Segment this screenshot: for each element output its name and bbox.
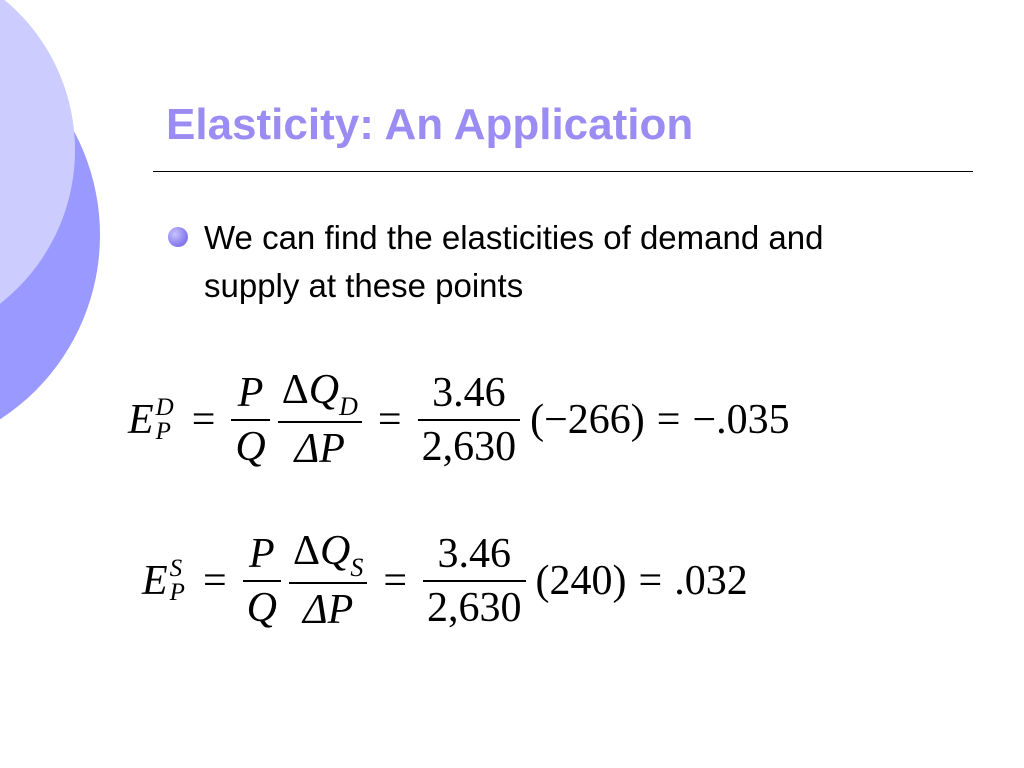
superscript-s: S xyxy=(169,554,183,582)
bullet-text: We can find the elasticities of demand and supply at these points xyxy=(204,219,824,304)
equals-sign: = xyxy=(191,396,216,443)
elasticity-symbol: E xyxy=(128,396,154,443)
subscript-p: P xyxy=(155,417,171,445)
fraction-numerator: 3.46 xyxy=(437,530,512,577)
slide-title: Elasticity: An Application xyxy=(166,100,694,149)
fraction-numerator xyxy=(278,364,362,421)
multiplier: (−266) xyxy=(530,396,645,443)
elasticity-scripts xyxy=(169,554,185,606)
result-value: −.035 xyxy=(692,396,790,443)
subscript-p: P xyxy=(169,578,185,606)
elasticity-scripts xyxy=(155,393,174,445)
fraction-numeric xyxy=(423,528,526,634)
fraction-denominator: ΔP xyxy=(302,587,354,633)
fraction-denominator: 2,630 xyxy=(421,423,517,470)
fraction-denominator: Q xyxy=(235,423,266,470)
quantity-subscript: S xyxy=(350,553,364,582)
fraction-numerator: P xyxy=(248,530,275,577)
fraction-delta-q-over-delta-p xyxy=(278,364,362,475)
multiplier: (240) xyxy=(535,557,627,604)
supply-elasticity-equation xyxy=(142,525,748,636)
fraction-numerator xyxy=(289,525,367,582)
title-divider xyxy=(153,171,973,172)
quantity-variable: Q xyxy=(308,367,340,413)
fraction-numeric xyxy=(418,367,521,473)
equals-sign: = xyxy=(377,396,402,443)
quantity-subscript: D xyxy=(339,392,358,421)
fraction-denominator: Q xyxy=(246,584,277,631)
fraction-delta-q-over-delta-p xyxy=(289,525,367,636)
equals-sign: = xyxy=(383,557,408,604)
fraction-p-over-q xyxy=(243,528,281,634)
fraction-numerator: 3.46 xyxy=(432,369,506,416)
result-value: .032 xyxy=(674,557,748,604)
bullet-dot-icon xyxy=(168,227,188,247)
fraction-denominator: ΔP xyxy=(294,426,345,472)
demand-elasticity-equation xyxy=(128,364,790,475)
fraction-denominator: 2,630 xyxy=(427,584,522,631)
superscript-d: D xyxy=(155,393,174,421)
delta-symbol: Δ xyxy=(281,367,309,413)
fraction-p-over-q xyxy=(231,367,269,473)
equals-sign: = xyxy=(202,557,227,604)
elasticity-symbol: E xyxy=(142,557,168,604)
equals-sign: = xyxy=(656,396,681,443)
equals-sign: = xyxy=(638,557,663,604)
corner-circles-decoration xyxy=(0,0,140,420)
quantity-variable: Q xyxy=(319,528,351,574)
delta-symbol: Δ xyxy=(292,528,320,574)
fraction-numerator: P xyxy=(237,369,264,416)
